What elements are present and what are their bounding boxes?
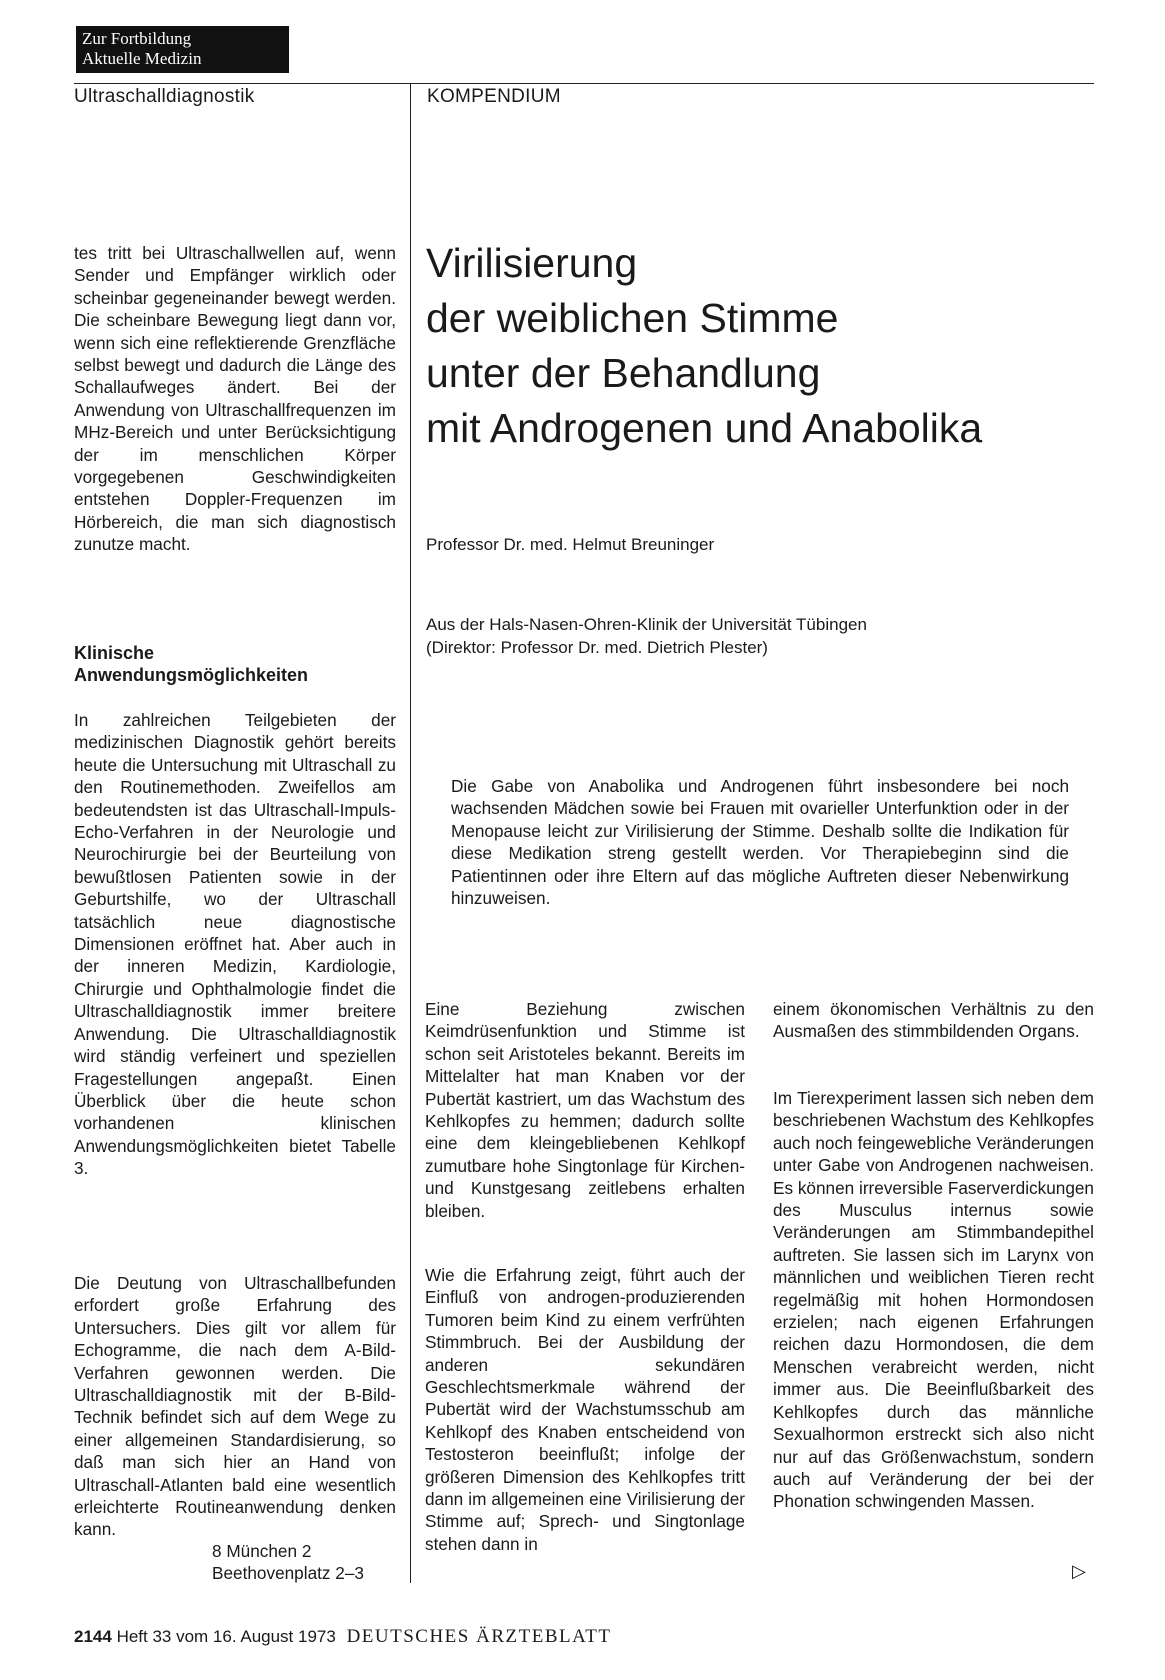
right-section-label: KOMPENDIUM: [427, 86, 561, 107]
journal-name: DEUTSCHES ÄRZTEBLATT: [346, 1626, 612, 1647]
article-paragraph-1: Eine Beziehung zwischen Keimdrüsenfunktion und Stimme ist schon seit Aristoteles bekannt. Bereits im Mittelalter hat man Knaben vor der Pubertät kastriert, um das Wachstum des Kehlkopfes zu hemmen; dadurch sollte eine dem kleingebliebenen Kehlkopf zumutbare hohe Singtonlage für Kirchen- und Kunstgesang zeitlebens erhalten bleiben.: [425, 999, 745, 1221]
brand-line-1: Zur Fortbildung: [82, 29, 192, 48]
prev-article-paragraph-3: Die Deutung von Ultraschallbefunden erfordert große Erfahrung des Untersuchers. Dies gilt vor allem für Echogramme, die nach dem A-Bild-Verfahren gewonnen werden. Die Ultraschalldiagnostik mit der B-Bild-Technik befindet sich auf dem Wege zu einer allgemeinen Standardisierung, so daß man sich hier an Hand von Ultraschall-Atlanten bald eine wesentlich erleichterte Routineanwendung denken kann.: [74, 1273, 396, 1540]
header-rule: [74, 83, 1094, 84]
article-affiliation: Aus der Hals-Nasen-Ohren-Klinik der Universität Tübingen (Direktor: Professor Dr. med. Dietrich Plester): [426, 615, 867, 657]
left-section-label: Ultraschalldiagnostik: [74, 86, 255, 107]
issue-info: Heft 33 vom 16. August 1973: [116, 1627, 336, 1646]
prev-article-paragraph-1: tes tritt bei Ultraschallwellen auf, wenn Sender und Empfänger wirklich oder scheinbar gegeneinander bewegt werden. Die scheinbare Bewegung liegt dann vor, wenn sich eine reflektierende Grenzfläche selbst bewegt und dadurch die Länge des Schallaufweges ändert. Bei der Anwendung von Ultraschallfrequenzen im MHz-Bereich und unter Berücksichtigung der im menschlichen Körper vorgegebenen Geschwindigkeiten entstehen Doppler-Frequenzen im Hörbereich, die man sich diagnostisch zunutze macht.: [74, 243, 396, 555]
article-paragraph-2: Wie die Erfahrung zeigt, führt auch der Einfluß von androgen-produzierenden Tumoren beim Kind zu einem verfrühten Stimmbruch. Bei der Ausbildung der anderen sekundären Geschlechtsmerkmale während der Pubertät wird der Wachstumsschub am Kehlkopf des Knaben entscheidend von Testosteron beeinflußt; infolge der größeren Dimension des Kehlkopfes tritt dann im allgemeinen eine Virilisierung der Stimme auf; Sprech- und Singtonlage stehen dann in: [425, 1265, 745, 1554]
article-abstract: Die Gabe von Anabolika und Androgenen führt insbesondere bei noch wachsenden Mädchen sowie bei Frauen mit ovarieller Unterfunktion oder in der Menopause leicht zur Virilisierung der Stimme. Deshalb sollte die Indikation für diese Medikation streng gestellt werden. Vor Therapiebeginn sind die Patientinnen oder ihre Eltern auf das mögliche Auftreten dieser Nebenwirkung hinzuweisen.: [451, 776, 1069, 909]
article-paragraph-3: einem ökonomischen Verhältnis zu den Ausmaßen des stimmbildenden Organs.: [773, 999, 1094, 1042]
article-title: Virilisierung der weiblichen Stimme unter der Behandlung mit Androgenen und Anabolika: [426, 240, 983, 451]
article-paragraph-4: Im Tierexperiment lassen sich neben dem beschriebenen Wachstum des Kehlkopfes auch noch feingewebliche Veränderungen unter Gabe von Androgenen nachweisen. Es können irreversible Faserverdickungen des Musculus internus sowie Veränderungen am Stimmbandepithel auftreten. Sie lassen sich im Larynx von männlichen und weiblichen Tieren recht regelmäßig mit hohen Hormondosen erzielen; nach eigenen Erfahrungen reichen dazu Hormondosen, die dem Menschen verabreicht werden, nicht immer aus. Die Beeinflußbarkeit des Kehlkopfes durch das männliche Sexualhormon erstreckt sich also nicht nur auf das Größenwachstum, sondern auch auf Veränderung der bei der Phonation schwingenden Massen.: [773, 1088, 1094, 1512]
continue-arrow-icon: ▷: [1072, 1561, 1086, 1581]
brand-line-2: Aktuelle Medizin: [82, 49, 202, 68]
page-footer: [74, 1626, 611, 1648]
prev-article-paragraph-2: In zahlreichen Teilgebieten der medizinischen Diagnostik gehört bereits heute die Untersuchung mit Ultraschall zu den Routinemethoden. Zweifellos am bedeutendsten ist das Ultraschall-Impuls-Echo-Verfahren in der Neurologie und Neurochirurgie bei der Beurteilung von bewußtlosen Patienten sowie in der Geburtshilfe, wo der Ultraschall tatsächlich neue diagnostische Dimensionen eröffnet hat. Aber auch in der inneren Medizin, Kardiologie, Chirurgie und Ophthalmologie findet die Ultraschalldiagnostik immer breitere Anwendung. Die Ultraschalldiagnostik wird ständig verfeinert und speziellen Fragestellungen angepaßt. Einen Überblick über die heute schon vorhandenen klinischen Anwendungsmöglichkeiten bietet Tabelle 3.: [74, 710, 396, 1179]
article-author: Professor Dr. med. Helmut Breuninger: [426, 535, 715, 554]
author-address: 8 München 2 Beethovenplatz 2–3: [212, 1541, 364, 1584]
section-brand-box: [76, 26, 289, 73]
page-number: 2144: [74, 1627, 112, 1646]
column-divider: [410, 83, 411, 1583]
prev-article-subheading: Klinische Anwendungsmöglichkeiten: [74, 643, 309, 685]
